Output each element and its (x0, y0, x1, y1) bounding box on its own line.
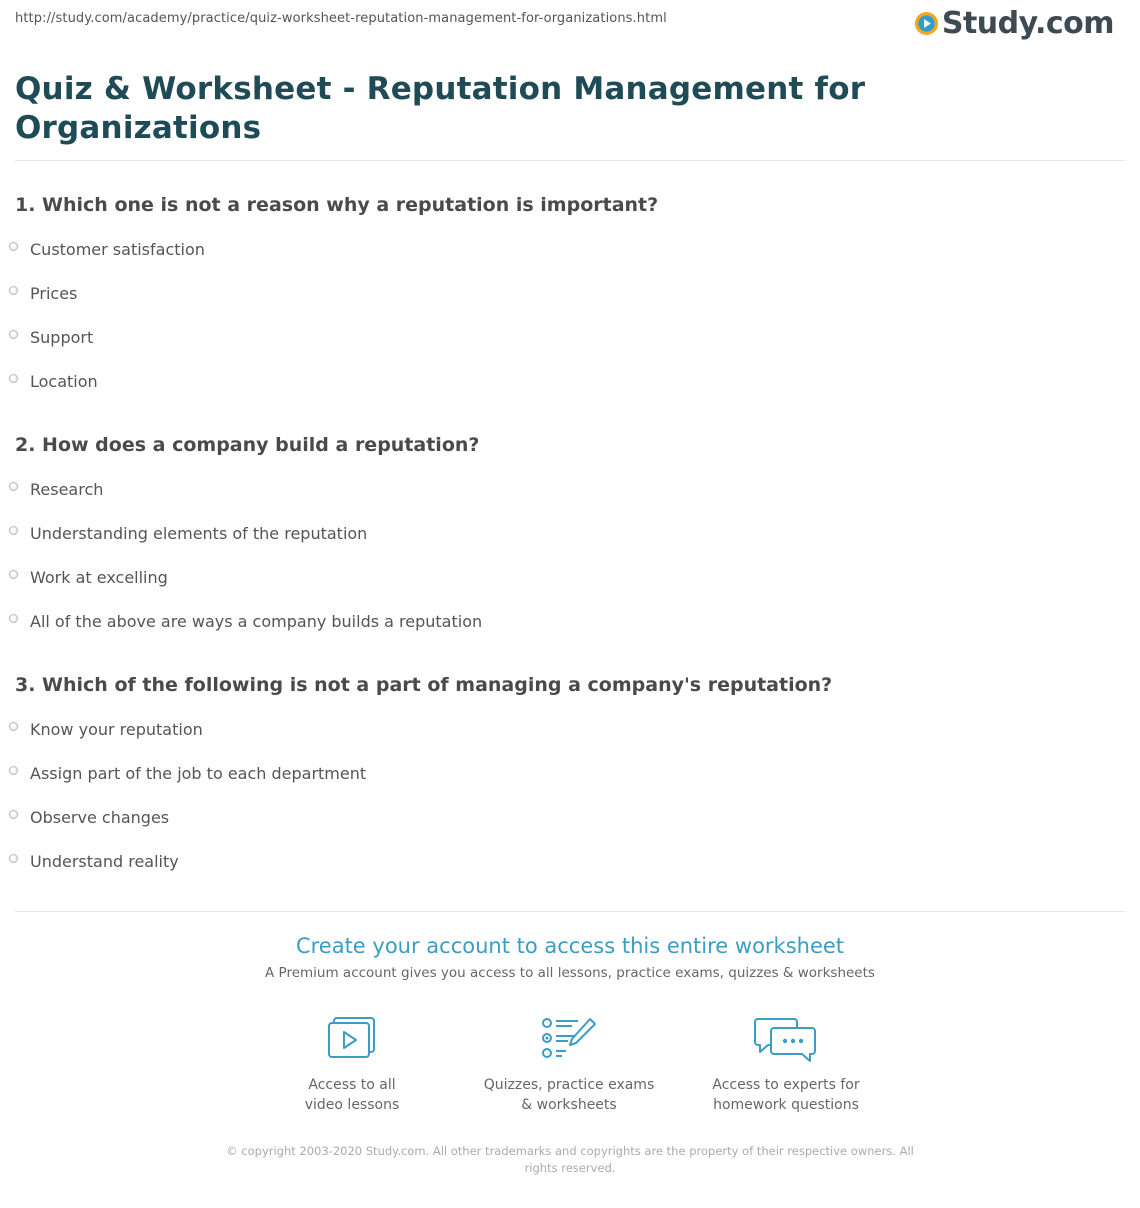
answer-label: Customer satisfaction (30, 239, 205, 259)
answer-option[interactable] (9, 281, 77, 305)
video-lessons-icon (325, 1016, 379, 1062)
answer-option[interactable] (9, 717, 203, 741)
radio-button[interactable] (9, 374, 18, 383)
radio-button[interactable] (9, 614, 18, 623)
answer-label: Work at excelling (30, 567, 168, 587)
radio-button[interactable] (9, 766, 18, 775)
feature-label: Quizzes, practice exams & worksheets (483, 1077, 655, 1113)
logo-text: Study.com (941, 6, 1114, 41)
feature-video-lessons (252, 1016, 452, 1115)
play-circle-icon (914, 11, 939, 36)
answer-label: Understand reality (30, 851, 179, 871)
answer-option[interactable] (9, 761, 366, 785)
answer-option[interactable] (9, 477, 103, 501)
radio-button[interactable] (9, 854, 18, 863)
cta-subtitle: A Premium account gives you access to all lessons, practice exams, quizzes & worksheets (265, 965, 875, 981)
radio-button[interactable] (9, 722, 18, 731)
feature-experts (686, 1016, 886, 1115)
feature-quizzes (469, 1016, 669, 1115)
radio-button[interactable] (9, 286, 18, 295)
answer-option[interactable] (9, 849, 179, 873)
answer-label: Know your reputation (30, 719, 203, 739)
answer-label: Location (30, 371, 98, 391)
question-text: 2. How does a company build a reputation? (15, 434, 480, 456)
radio-button[interactable] (9, 570, 18, 579)
create-account-link[interactable]: Create your account to access this entire worksheet (295, 934, 845, 958)
radio-button[interactable] (9, 242, 18, 251)
question-3 (15, 673, 1115, 697)
question-1 (15, 193, 1115, 217)
study-logo[interactable] (914, 6, 1114, 41)
chat-bubbles-icon (754, 1016, 818, 1062)
answer-label: Assign part of the job to each department (30, 763, 367, 783)
answer-option[interactable] (9, 521, 367, 545)
page-url[interactable]: http://study.com/academy/practice/quiz-worksheet-reputation-management-for-organizations.html (15, 11, 667, 26)
answer-label: All of the above are ways a company builds a reputation (30, 611, 483, 631)
answer-option[interactable] (9, 609, 482, 633)
answer-option[interactable] (9, 237, 205, 261)
answer-option[interactable] (9, 369, 98, 393)
feature-label: Access to all video lessons (304, 1077, 400, 1113)
radio-button[interactable] (9, 526, 18, 535)
answer-option[interactable] (9, 565, 168, 589)
radio-button[interactable] (9, 330, 18, 339)
feature-label: Access to experts for homework questions (712, 1077, 860, 1113)
answer-option[interactable] (9, 805, 169, 829)
question-text: 3. Which of the following is not a part of managing a company's reputation? (15, 674, 833, 696)
question-text: 1. Which one is not a reason why a reputation is important? (15, 194, 659, 216)
answer-label: Understanding elements of the reputation (30, 523, 368, 543)
divider (15, 160, 1125, 161)
answer-option[interactable] (9, 325, 93, 349)
radio-button[interactable] (9, 482, 18, 491)
question-2 (15, 433, 1115, 457)
copyright-text: © copyright 2003-2020 Study.com. All other trademarks and copyrights are the property of their respective owners. All rights reserved. (226, 1144, 914, 1175)
answer-label: Support (30, 327, 94, 347)
answer-label: Research (30, 479, 104, 499)
page-title: Quiz & Worksheet - Reputation Management for Organizations (15, 71, 866, 146)
radio-button[interactable] (9, 810, 18, 819)
answer-label: Prices (30, 283, 78, 303)
top-bar (0, 0, 1140, 56)
divider (15, 911, 1125, 912)
quiz-checklist-icon (540, 1016, 598, 1062)
answer-label: Observe changes (30, 807, 170, 827)
